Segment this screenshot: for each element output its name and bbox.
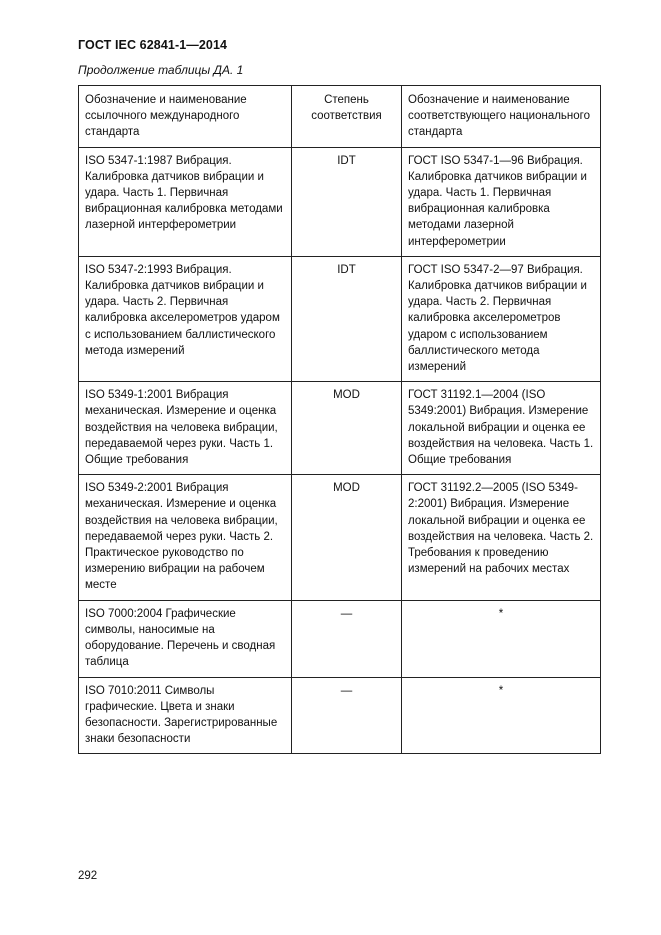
table-row <box>79 677 601 754</box>
international-standard-text: ISO 7010:2011 Символы графические. Цвета и знаки безопасности. Зарегистрированные знаки безопасности <box>85 684 278 746</box>
degree-value: IDT <box>337 154 356 167</box>
table-row <box>79 475 601 600</box>
column-header-label: Обозначение и наименование ссылочного международного стандарта <box>85 94 247 139</box>
cell-international <box>79 147 292 256</box>
international-standard-text: ISO 7000:2004 Графические символы, наносимые на оборудование. Перечень и сводная таблица <box>85 607 276 669</box>
cell-degree <box>292 256 402 381</box>
international-standard-text: ISO 5349-2:2001 Вибрация механическая. Измерение и оценка воздействия на человека вибрации, передаваемой через руки. Часть 2. Практическое руководство по измерению вибрации на рабочем месте <box>85 482 278 592</box>
national-standard-text: * <box>498 607 504 620</box>
cell-international <box>79 677 292 754</box>
page-number: 292 <box>78 870 98 882</box>
cell-national <box>402 475 601 600</box>
column-header-label: Степень соответствия <box>311 94 382 123</box>
national-standard-text: ГОСТ ISO 5347-1—96 Вибрация. Калибровка датчиков вибрации и удара. Часть 1. Первичная вибрационная калибровка методами лазерной интерферометрии <box>408 154 587 248</box>
degree-value: — <box>340 607 353 620</box>
international-standard-text: ISO 5347-1:1987 Вибрация. Калибровка датчиков вибрации и удара. Часть 1. Первичная вибрационная калибровка методами лазерной интерферометрии <box>85 154 283 232</box>
cell-degree <box>292 147 402 256</box>
column-header-label: Обозначение и наименование соответствующего национального стандарта <box>408 94 591 139</box>
table-caption: Продолжение таблицы ДА. 1 <box>78 63 244 77</box>
column-header-degree <box>292 86 402 148</box>
international-standard-text: ISO 5347-2:1993 Вибрация. Калибровка датчиков вибрации и удара. Часть 2. Первичная калибровка акселерометров ударом с использованием баллистического метода измерений <box>85 263 280 357</box>
degree-value: — <box>340 684 353 697</box>
cell-national <box>402 256 601 381</box>
national-standard-text: ГОСТ 31192.1—2004 (ISO 5349:2001) Вибрация. Измерение локальной вибрации и оценка ее воздействия на человека. Часть 1. Общие требования <box>408 389 594 467</box>
cell-national <box>402 600 601 677</box>
correspondence-table <box>78 85 601 754</box>
table-row <box>79 600 601 677</box>
degree-value: MOD <box>333 482 360 495</box>
cell-national <box>402 677 601 754</box>
table-row <box>79 147 601 256</box>
national-standard-text: * <box>498 684 504 697</box>
column-header-national <box>402 86 601 148</box>
cell-degree <box>292 475 402 600</box>
document-header: ГОСТ IEC 62841-1—2014 <box>78 38 228 52</box>
degree-value: MOD <box>333 389 360 402</box>
cell-degree <box>292 382 402 475</box>
column-header-international <box>79 86 292 148</box>
cell-national <box>402 147 601 256</box>
cell-international <box>79 382 292 475</box>
cell-degree <box>292 677 402 754</box>
cell-international <box>79 475 292 600</box>
cell-international <box>79 600 292 677</box>
national-standard-text: ГОСТ ISO 5347-2—97 Вибрация. Калибровка датчиков вибрации и удара. Часть 2. Первичная калибровка акселерометров ударом с использованием баллистического метода измерений <box>408 263 587 374</box>
degree-value: IDT <box>337 263 356 276</box>
international-standard-text: ISO 5349-1:2001 Вибрация механическая. Измерение и оценка воздействия на человека вибрации, передаваемой через руки. Часть 1. Общие требования <box>85 389 278 467</box>
table-header-row <box>79 86 601 148</box>
table-row <box>79 256 601 381</box>
cell-international <box>79 256 292 381</box>
national-standard-text: ГОСТ 31192.2—2005 (ISO 5349-2:2001) Вибрация. Измерение локальной вибрации и оценка ее воздействия на человека. Часть 2. Требования к проведению измерений на рабочих местах <box>408 482 594 576</box>
cell-degree <box>292 600 402 677</box>
cell-national <box>402 382 601 475</box>
table-row <box>79 382 601 475</box>
